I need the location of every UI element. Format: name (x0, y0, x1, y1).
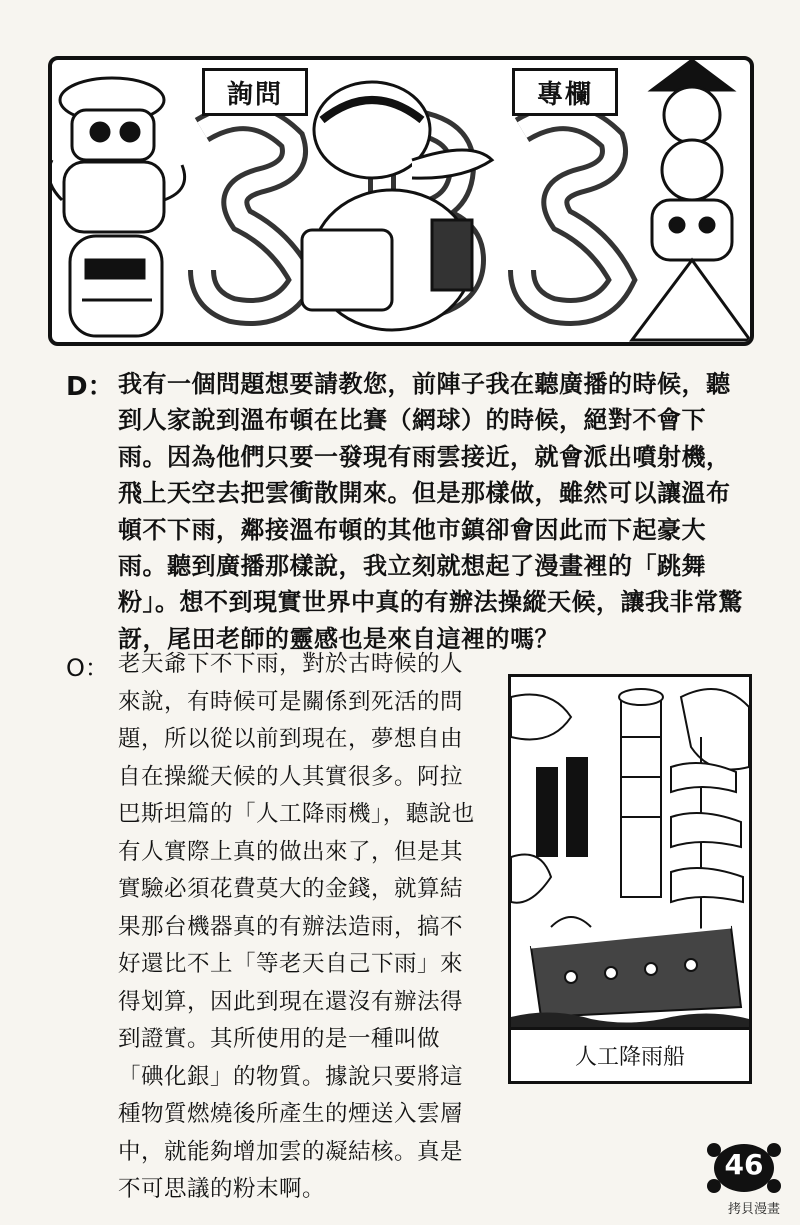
watermark-text: 拷貝漫畫 (728, 1202, 781, 1217)
rain-ship-illustration (508, 674, 752, 1084)
figure-caption: 人工降雨船 (511, 1027, 749, 1081)
inquiry-tag: 詢問 (202, 68, 308, 116)
sbs-header-banner (48, 56, 754, 346)
rain-ship-drawing (511, 677, 749, 1027)
answer-label: O： (66, 654, 109, 682)
question-label: D： (66, 372, 114, 402)
answer-text: 老天爺下不下雨，對於古時候的人來說，有時候可是關係到死活的問題，所以從以前到現在，夢想自由自在操縱天候的人其實很多。阿拉巴斯坦篇的「人工降雨機」，聽說也有人實際上真的做出來了，但是其實驗必須花費莫大的金錢，就算結果那台機器真的有辦法造雨，搞不好還比不上「等老天自己下雨」來得划算，因此到現在還沒有辦法得到證實。其所使用的是一種叫做「碘化銀」的物質。據說只要將這種物質燃燒後所產生的煙送入雲層中，就能夠增加雲的凝結核。真是不可思議的粉末啊。 (118, 651, 475, 1202)
header-illustration (52, 60, 750, 342)
column-tag: 專欄 (512, 68, 618, 116)
page-number: 46 (724, 1148, 764, 1181)
question-text: 我有一個問題想要請教您，前陣子我在聽廣播的時候，聽到人家說到溫布頓在比賽（網球）的時候，絕對不會下雨。因為他們只要一發現有雨雲接近，就會派出噴射機，飛上天空去把雲衝散開來。但是那樣做，雖然可以讓溫布頓不下雨，鄰接溫布頓的其他市鎮卻會因此而下起豪大雨。聽到廣播那樣說，我立刻就想起了漫畫裡的「跳舞粉」。想不到現實世界中真的有辦法操縱天候，讓我非常驚訝，尾田老師的靈感也是來自這裡的嗎？ (118, 369, 743, 653)
